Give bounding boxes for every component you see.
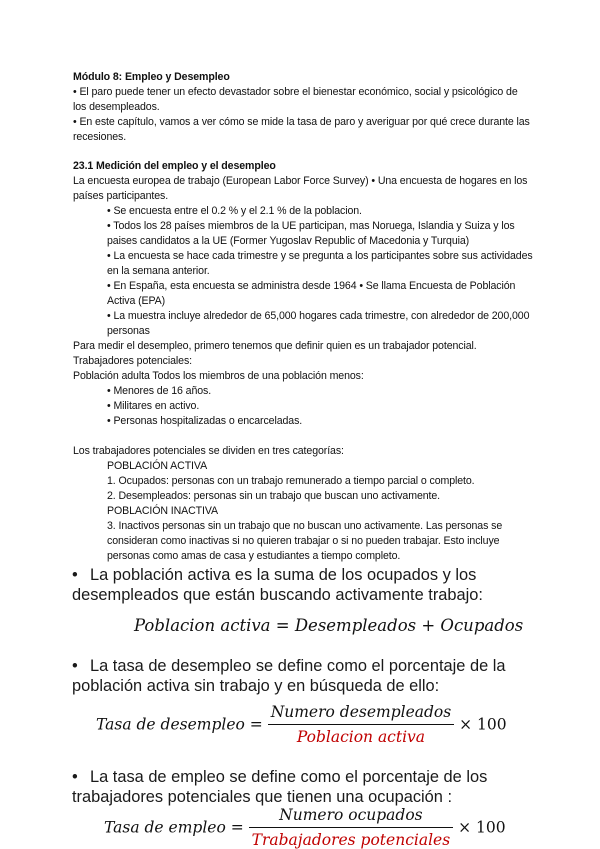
inactive-heading: POBLACIÓN INACTIVA xyxy=(107,505,219,517)
formula-active: Poblacion activa = Desempleados + Ocupados xyxy=(134,616,524,635)
adult-population: Población adulta Todos los miembros de una población menos: xyxy=(73,370,364,382)
formula-employment-denominator: Trabajadores potenciales xyxy=(251,831,451,849)
survey-bullet: • La muestra incluye alrededor de 65,000 hogares cada trimestre, con alrededor de 200,000 personas xyxy=(107,310,530,337)
exclusion-item: • Militares en activo. xyxy=(107,400,200,412)
employment-definition-text: La tasa de empleo se define como el porcentaje de los trabajadores potenciales que tienen una ocupación : xyxy=(72,768,488,806)
category-1: 1. Ocupados: personas con un trabajo remunerado a tiempo parcial o completo. xyxy=(107,475,475,487)
formula-unemployment-lhs: Tasa de desempleo = xyxy=(96,715,263,734)
measure-text: Para medir el desempleo, primero tenemos que definir quien es un trabajador potencial. xyxy=(73,340,477,352)
potential-heading: Trabajadores potenciales: xyxy=(73,355,193,367)
exclusion-item: • Personas hospitalizadas o encarceladas. xyxy=(107,415,303,427)
unemployment-definition xyxy=(72,656,542,696)
section-title: 23.1 Medición del empleo y el desempleo xyxy=(73,160,276,172)
formula-employment-lhs: Tasa de empleo = xyxy=(104,818,244,837)
employment-definition xyxy=(72,767,542,807)
formula-unemployment-times: × 100 xyxy=(459,715,507,734)
formula-employment-numerator: Numero ocupados xyxy=(249,806,454,828)
active-heading: POBLACIÓN ACTIVA xyxy=(107,460,208,472)
formula-employment xyxy=(104,806,506,849)
module-block xyxy=(73,70,533,145)
bullet-icon: • xyxy=(72,657,78,675)
active-definition-text: La población activa es la suma de los ocupados y los desempleados que están buscando activamente trabajo: xyxy=(72,566,483,604)
formula-unemployment xyxy=(96,703,507,746)
unemployment-definition-text: La tasa de desempleo se define como el porcentaje de la población activa sin trabajo y en búsqueda de ello: xyxy=(72,657,506,695)
module-title: Módulo 8: Empleo y Desempleo xyxy=(73,71,230,83)
survey-bullet: • La encuesta se hace cada trimestre y se pregunta a los participantes sobre sus actividades en la semana anterior. xyxy=(107,250,533,277)
exclusion-item: • Menores de 16 años. xyxy=(107,385,212,397)
bullet-icon: • xyxy=(72,768,78,786)
category-2: 2. Desempleados: personas sin un trabajo que buscan uno activamente. xyxy=(107,490,441,502)
spacer xyxy=(73,429,533,444)
formula-employment-fraction xyxy=(249,806,454,849)
intro-paragraph-1: • El paro puede tener un efecto devastador sobre el bienestar económico, social y psicológico de los desempleados. xyxy=(73,86,518,113)
category-3: 3. Inactivos personas sin un trabajo que no buscan uno activamente. Las personas se consideran como inactivas si no quieren trabajar o si no pueden trabajar. Esto incluye personas como amas de casa y estudiantes a tiempo completo. xyxy=(107,520,503,562)
survey-bullet: • Todos los 28 países miembros de la UE participan, mas Noruega, Islandia y Suiza y los paises candidatos a la UE (Former Yugoslav Republic of Macedonia y Turquia) xyxy=(107,220,515,247)
formula-unemployment-denominator: Poblacion activa xyxy=(296,728,426,746)
bullet-icon: • xyxy=(72,566,78,584)
intro-paragraph-2: • En este capítulo, vamos a ver cómo se mide la tasa de paro y averiguar por qué crece durante las recesiones. xyxy=(73,116,530,143)
formula-unemployment-numerator: Numero desempleados xyxy=(268,703,455,725)
formula-employment-times: × 100 xyxy=(458,818,506,837)
survey-intro: La encuesta europea de trabajo (European Labor Force Survey) • Una encuesta de hogares en los países participantes. xyxy=(73,175,528,202)
formula-unemployment-fraction xyxy=(268,703,455,746)
survey-bullet: • Se encuesta entre el 0.2 % y el 2.1 % de la poblacion. xyxy=(107,205,362,217)
categories-intro: Los trabajadores potenciales se dividen en tres categorías: xyxy=(73,445,344,457)
active-definition xyxy=(72,565,542,605)
survey-bullet: • En España, esta encuesta se administra desde 1964 • Se llama Encuesta de Población Activa (EPA) xyxy=(107,280,516,307)
section-block xyxy=(73,159,533,564)
